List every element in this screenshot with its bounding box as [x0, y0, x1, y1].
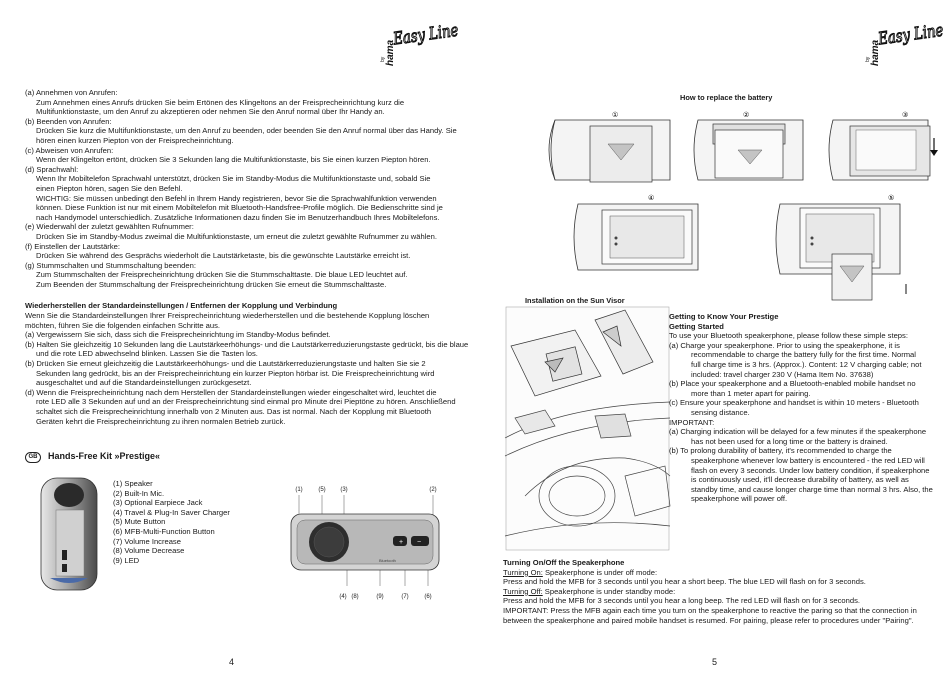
part-item-5: (6) MFB-Multi-Function Button — [113, 527, 215, 536]
know-line-7: (b) Place your speakerphone and a Bluetooth-enabled mobile handset no — [669, 379, 916, 389]
turn-line-3 — [503, 587, 675, 597]
part-item-6: (7) Volume Increase — [113, 536, 181, 546]
know-line-16: flash on every 3 seconds. Under low battery condition, if speakerphone — [691, 465, 930, 475]
language-badge: GB — [25, 452, 41, 463]
reset-line-3: (b) Halten Sie gleichzeitig 10 Sekunden lang die Lautstärkeerhöhungs- und die Lautstärkerreduzierungstaste gedrückt, bis die blaue — [25, 339, 469, 349]
brand-name-right: hama — [870, 39, 881, 66]
part-item-4: (5) Mute Button — [113, 517, 166, 527]
call-line-19: Zum Stummschalten der Freisprecheinrichtung drücken Sie die Stummschalttaste. Die blaue LED leuchtet auf. — [36, 270, 408, 280]
call-line-13: nach Handymodel unterschiedlich. Zusätzliche Informationen dazu finden Sie im Benutzerhandbuch Ihres Mobiltelefons. — [36, 212, 440, 222]
know-line-5: full charge time is 3 hrs. (Approx.). Content: 12 V charging cable; not — [691, 360, 922, 369]
know-line-0: Getting to Know Your Prestige — [669, 312, 779, 321]
turn-line-4: Press and hold the MFB for 3 seconds until you hear a long beep. The red LED will flash on for 3 seconds. — [503, 596, 860, 606]
callout-led: (9) — [376, 594, 384, 600]
page-number-left: 4 — [229, 657, 235, 667]
reset-line-6: Sekunden lang gedrückt, bis an der Freisprecheinrichtung ein kurzer Piepton hörbar ist. Die Freisprecheinrichtung wird — [36, 368, 435, 378]
page-number-right: 5 — [712, 657, 718, 667]
callout-volume-up: (7) — [401, 594, 409, 600]
call-line-11: WICHTIG: Sie müssen unbedingt den Befehl in Ihrem Handy registrieren, bevor Sie die Sprachwahlfunktion verwenden — [36, 193, 437, 203]
know-line-3: (a) Charge your speakerphone. Prior to using the speakerphone, it is — [669, 340, 900, 350]
call-line-1: Zum Annehmen eines Anrufs drücken Sie beim Ertönen des Klingeltons an der Freisprecheinrichtung kurz die — [36, 97, 405, 107]
sun-visor-diagram — [505, 306, 670, 551]
step-3-label: ③ — [902, 111, 909, 119]
minus-icon: − — [417, 539, 422, 546]
know-line-11: IMPORTANT: — [669, 417, 715, 427]
page-right — [475, 0, 950, 674]
brand-by: by — [380, 56, 386, 62]
part-item-7: (8) Volume Decrease — [113, 546, 185, 556]
know-line-14: (b) To prolong durability of battery, it's recommended to charge the — [669, 446, 892, 456]
battery-steps-diagram — [550, 108, 940, 303]
call-line-8: (d) Sprachwahl: — [25, 164, 79, 174]
call-line-4: Drücken Sie kurz die Multifunktionstaste, um den Anruf zu beenden, oder beenden Sie den Anruf normal über das Handy. Sie — [36, 126, 457, 136]
reset-line-10: schaltet sich die Freisprecheinrichtung innerhalb von 2 Minuten aus. Das ist normal. Nach der Kopplung mit Bluetooth — [36, 407, 432, 416]
turn-line-1-label: Turning On: — [503, 567, 543, 577]
reset-line-9: rote LED alle 3 Sekunden auf und an der Freisprecheinrichtung sind einmal pro Minute drei Pieptöne zu hören. Anschließend — [36, 397, 456, 407]
reset-line-5: (b) Drücken Sie erneut gleichzeitig die Lautstärkeerhöhungs- und die Lautstärkerreduzierungstaste und halten Sie sie 2 — [25, 359, 426, 368]
callout-volume-down: (8) — [351, 594, 359, 600]
brand-product-right: Easy Line — [876, 19, 945, 49]
know-line-4: recommendable to charge the battery fully for the first time. Normal — [691, 350, 916, 360]
reset-line-11: Geräten kehrt die Freisprecheinrichtung zu ihren normalen Betrieb zurück. — [36, 416, 286, 426]
callout-jack: (3) — [340, 487, 348, 493]
call-line-2: Multifunktionstaste, um den Anruf zu akzeptieren oder nehmen Sie den Anruf normal über Ihr Handy an. — [36, 107, 385, 117]
hama-easy-line-logo-right — [865, 19, 945, 70]
reset-line-8: (d) Wenn die Freisprecheinrichtung nach dem Herstellen der Standardeinstellungen wieder eingeschaltet wird, leuchtet die — [25, 387, 437, 397]
hama-easy-line-logo — [380, 19, 460, 70]
reset-line-1: möchten, führen Sie die folgenden einfachen Schritte aus. — [25, 320, 221, 330]
turn-line-2: Press and hold the MFB for 3 seconds until you hear a short beep. The blue LED will flash on for 3 seconds. — [503, 577, 866, 587]
battery-heading: How to replace the battery — [680, 93, 773, 102]
part-item-1: (2) Built-In Mic. — [113, 488, 165, 498]
call-line-12: können. Diese Funktion ist nur mit einem Mobiltelefon mit Bluetooth-Handsfree-Profile möglich. Die Bedienschritte sind je — [36, 203, 443, 213]
call-line-20: Zum Beenden der Stummschaltung der Freisprecheinrichtung drücken Sie erneut die Stummschalttaste. — [36, 280, 387, 289]
reset-line-0: Wenn Sie die Standardeinstellungen Ihrer Freisprecheinrichtung wiederherstellen und die bestehende Kopplung löschen — [25, 311, 430, 320]
device-logo: Bluetooth — [379, 558, 396, 563]
brand-name: hama — [385, 39, 396, 66]
know-line-13: has not been used for a long time or the battery is drained. — [691, 436, 888, 446]
know-line-2: To use your Bluetooth speakerphone, please follow these simple steps: — [669, 331, 908, 341]
part-item-8: (9) LED — [113, 555, 140, 565]
call-line-0: (a) Annehmen von Anrufen: — [25, 88, 118, 97]
device-side-photo — [38, 476, 100, 594]
call-line-7: Wenn der Klingelton ertönt, drücken Sie 3 Sekunden lang die Multifunktionstaste, bis Sie einen kurzen Piepton hören. — [36, 155, 431, 165]
call-line-5: hören einen kurzen Piepton von der Freisprecheinrichtung. — [36, 136, 234, 145]
callout-mfb: (6) — [424, 594, 432, 600]
callout-speaker: (1) — [295, 487, 303, 493]
know-line-6: included: travel charger 230 V (Hama Item No. 37638) — [691, 369, 874, 379]
plus-icon: + — [399, 539, 404, 546]
brand-product: Easy Line — [391, 19, 460, 49]
call-line-9: Wenn Ihr Mobiltelefon Sprachwahl unterstützt, drücken Sie im Standby-Modus die Multifunktionstaste und, sobald Sie — [36, 174, 431, 184]
call-line-14: (e) Wiederwahl der zuletzt gewählten Rufnummer: — [25, 222, 194, 232]
call-line-3: (b) Beenden von Anrufen: — [25, 116, 112, 126]
know-line-18: standby time, and cause longer charge time than normal 3 hrs. Also, the — [691, 484, 933, 494]
know-line-15: speakerphone whenever low battery is encountered - the red LED will — [691, 456, 925, 465]
step-5-label: ⑤ — [888, 194, 895, 202]
turn-line-1-text: Speakerphone is under off mode: — [542, 567, 658, 577]
turn-line-3-label: Turning Off: — [503, 586, 543, 596]
reset-line-2: (a) Vergewissern Sie sich, dass sich die Freisprecheinrichtung im Standby-Modus befindet. — [25, 330, 331, 340]
part-item-2: (3) Optional Earpiece Jack — [113, 498, 203, 508]
step-4-label: ④ — [648, 194, 655, 202]
part-item-0: (1) Speaker — [113, 479, 153, 488]
know-line-9: (c) Ensure your speakerphone and handset is within 10 meters - Bluetooth — [669, 398, 919, 408]
brand-by-right: by — [865, 56, 871, 62]
reset-heading: Wiederherstellen der Standardeinstellungen / Entfernen der Kopplung und Verbindung — [25, 301, 338, 310]
callout-mute: (5) — [318, 487, 326, 493]
know-line-1: Getting Started — [669, 321, 724, 331]
turn-line-3-text: Speakerphone is under standby mode: — [542, 586, 676, 596]
call-line-16: (f) Einstellen der Lautstärke: — [25, 241, 120, 251]
call-line-17: Drücken Sie während des Gesprächs wiederholt die Lautstärketaste, bis die gewünschte Lautstärke erreicht ist. — [36, 251, 411, 261]
know-line-8: more than 1 meter apart for pairing. — [691, 388, 811, 398]
part-item-3: (4) Travel & Plug-In Saver Charger — [113, 507, 230, 517]
call-line-18: (g) Stummschalten und Stummschaltung beenden: — [25, 260, 196, 270]
know-line-19: speakerphone will power off. — [691, 494, 788, 504]
step-2-label: ② — [743, 111, 750, 119]
device-front-diagram — [285, 486, 443, 602]
know-line-10: sensing distance. — [691, 408, 750, 417]
reset-line-4: und die rote LED abwechselnd blinken. Lassen Sie die Tasten los. — [36, 349, 258, 359]
callout-charger: (4) — [339, 594, 347, 600]
turn-line-1 — [503, 568, 657, 578]
know-line-17: is continuously used, it'll decrease durability of battery, as well as — [691, 475, 909, 485]
know-line-12: (a) Charging indication will be delayed for a few minutes if the speakerphone — [669, 427, 927, 437]
turn-line-6: between the speakerphone and paired mobile handset is resumed. For pairing, please refer to procedures under "Pairing". — [503, 615, 914, 625]
kit-title: Hands-Free Kit »Prestige« — [48, 451, 161, 461]
call-line-15: Drücken Sie im Standby-Modus zweimal die Multifunktionstaste, um erneut die zuletzt gewählte Rufnummer zu wählen. — [36, 232, 437, 241]
reset-line-7: ausgeschaltet und auf die Standardeinstellungen zurückgesetzt. — [36, 378, 252, 388]
callout-mic: (2) — [429, 487, 437, 493]
visor-heading: Installation on the Sun Visor — [525, 296, 625, 305]
call-line-10: einen Piepton hören, sagen Sie den Befehl. — [36, 184, 183, 193]
turn-line-5: IMPORTANT: Press the MFB again each time you turn on the speakerphone to reactive the paring so that the connection in — [503, 606, 917, 615]
turn-line-0: Turning On/Off the Speakerphone — [503, 558, 625, 567]
step-1-label: ① — [612, 111, 619, 119]
call-line-6: (c) Abweisen von Anrufen: — [25, 145, 114, 155]
